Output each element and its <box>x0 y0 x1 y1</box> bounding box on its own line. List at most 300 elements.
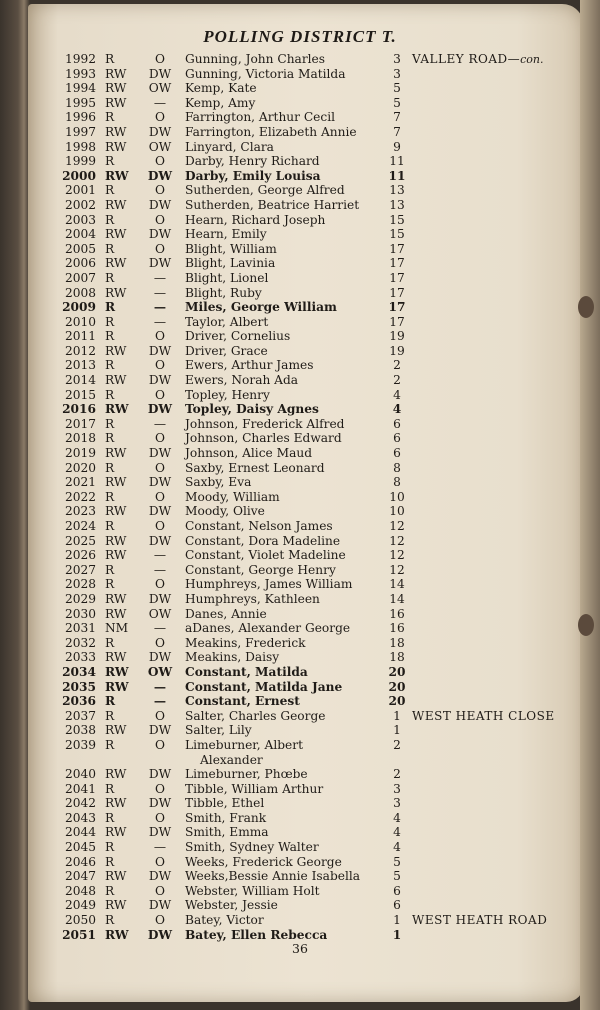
house-number: 7 <box>393 124 401 139</box>
elector-name: Limeburner, Albert <box>185 737 303 752</box>
elector-number: 2001 <box>64 183 96 198</box>
qualification-code: R <box>105 810 115 825</box>
occupation-code: — <box>153 679 167 694</box>
qualification-code: RW <box>105 664 129 679</box>
entry-row <box>0 52 600 67</box>
entry-row <box>0 154 600 169</box>
elector-name: Alexander <box>200 752 263 767</box>
entry-row <box>0 621 600 636</box>
qualification-code: RW <box>105 606 127 621</box>
house-number: 12 <box>389 562 405 577</box>
elector-number: 2028 <box>64 577 96 592</box>
elector-name: Tibble, William Arthur <box>185 781 324 796</box>
elector-number: 2031 <box>64 621 96 636</box>
occupation-code: — <box>153 314 167 329</box>
elector-name: Gunning, John Charles <box>185 52 326 66</box>
house-number: 11 <box>389 154 405 169</box>
entry-row <box>0 169 600 184</box>
elector-name: Linyard, Clara <box>185 139 274 154</box>
elector-number: 2009 <box>62 300 96 315</box>
street-name: WEST HEATH ROAD <box>412 913 548 928</box>
house-number: 4 <box>393 810 401 825</box>
occupation-code: — <box>153 270 167 285</box>
elector-number: 2047 <box>64 869 96 884</box>
occupation-code: — <box>153 285 167 300</box>
qualification-code: RW <box>105 898 127 913</box>
house-number: 13 <box>389 197 405 212</box>
street-name: WEST HEATH CLOSE <box>412 708 555 723</box>
occupation-code: O <box>155 913 165 928</box>
house-number: 12 <box>389 533 405 548</box>
entry-row <box>0 461 600 476</box>
elector-number: 2010 <box>64 314 96 329</box>
entry-row <box>0 373 600 388</box>
house-number: 17 <box>389 314 405 329</box>
entry-row <box>0 680 600 695</box>
qualification-code: R <box>105 883 115 898</box>
qualification-code: R <box>105 781 115 796</box>
entry-row <box>0 723 600 738</box>
elector-name: Hearn, Emily <box>185 227 267 242</box>
elector-name: Topley, Henry <box>185 387 270 402</box>
elector-number: 2051 <box>62 927 96 942</box>
entry-row <box>0 417 600 432</box>
qualification-code: RW <box>105 168 129 183</box>
house-number: 12 <box>389 519 405 533</box>
elector-name: Sutherden, George Alfred <box>185 183 345 198</box>
entry-row <box>0 519 600 534</box>
house-number: 5 <box>393 81 401 96</box>
occupation-code: — <box>153 548 167 563</box>
entry-row <box>0 431 600 446</box>
qualification-code: R <box>105 562 115 577</box>
elector-number: 2025 <box>64 533 96 548</box>
elector-name: Meakins, Daisy <box>185 650 280 665</box>
house-number: 12 <box>389 548 405 563</box>
elector-number: 2038 <box>64 723 96 738</box>
entry-row <box>0 446 600 461</box>
qualification-code: RW <box>105 591 127 606</box>
entry-row <box>0 475 600 490</box>
elector-name: Gunning, Victoria Matilda <box>185 66 346 81</box>
entry-continuation-row <box>0 753 600 768</box>
occupation-code: — <box>153 621 167 636</box>
elector-number: 2033 <box>64 650 96 665</box>
occupation-code: — <box>153 95 167 110</box>
elector-number: 1996 <box>64 110 96 125</box>
elector-number: 1998 <box>64 139 96 154</box>
occupation-code: DW <box>147 168 173 183</box>
elector-number: 2008 <box>64 285 96 300</box>
occupation-code: DW <box>148 504 172 519</box>
entry-row <box>0 913 600 928</box>
elector-name: Constant, Dora Madeline <box>185 533 341 548</box>
elector-name: Johnson, Alice Maud <box>185 446 313 461</box>
entry-row <box>0 665 600 680</box>
qualification-code: RW <box>105 95 127 110</box>
qualification-code: RW <box>105 767 127 782</box>
elector-name: Topley, Daisy Agnes <box>185 402 319 417</box>
occupation-code: OW <box>148 81 172 96</box>
entry-row <box>0 577 600 592</box>
elector-name: Darby, Emily Louisa <box>185 168 321 183</box>
entry-row <box>0 110 600 125</box>
occupation-code: O <box>155 519 165 533</box>
entry-row <box>0 592 600 607</box>
elector-name: Blight, Lavinia <box>185 256 276 271</box>
house-number: 11 <box>388 168 406 183</box>
elector-number: 2002 <box>64 197 96 212</box>
house-number: 14 <box>389 577 405 592</box>
house-number: 3 <box>393 66 401 81</box>
elector-name: Sutherden, Beatrice Harriet <box>185 197 360 212</box>
entry-row <box>0 534 600 549</box>
qualification-code: R <box>105 431 115 446</box>
occupation-code: DW <box>148 869 172 884</box>
entry-row <box>0 607 600 622</box>
qualification-code: RW <box>105 650 127 665</box>
page-title: POLLING DISTRICT T. <box>203 27 397 46</box>
street-heading <box>412 913 547 928</box>
occupation-code: OW <box>148 139 172 154</box>
qualification-code: R <box>105 840 115 855</box>
house-number: 1 <box>393 708 401 723</box>
qualification-code: RW <box>105 825 127 840</box>
elector-number: 2012 <box>64 343 96 358</box>
qualification-code: R <box>105 183 115 198</box>
house-number: 3 <box>393 796 401 811</box>
occupation-code: — <box>153 562 167 577</box>
occupation-code: DW <box>148 796 172 811</box>
elector-number: 2034 <box>62 664 96 679</box>
occupation-code: DW <box>148 591 172 606</box>
qualification-code: RW <box>105 285 127 300</box>
elector-name: Johnson, Frederick Alfred <box>185 416 345 431</box>
occupation-code: DW <box>148 723 172 738</box>
house-number: 19 <box>389 329 405 344</box>
entry-row <box>0 242 600 257</box>
house-number: 17 <box>388 300 406 315</box>
qualification-code: R <box>105 329 115 344</box>
elector-name: Weeks,Bessie Annie Isabella <box>185 869 361 884</box>
house-number: 8 <box>393 460 401 475</box>
elector-name: Batey, Ellen Rebecca <box>185 927 328 942</box>
qualification-code: R <box>105 212 115 227</box>
house-number: 17 <box>389 241 405 256</box>
elector-number: 2048 <box>64 883 96 898</box>
elector-number: 2020 <box>64 460 96 475</box>
entry-row <box>0 329 600 344</box>
elector-number: 1993 <box>64 66 96 81</box>
elector-name: Farrington, Arthur Cecil <box>185 110 336 125</box>
qualification-code: R <box>105 694 116 709</box>
entry-row <box>0 67 600 82</box>
entry-row <box>0 286 600 301</box>
occupation-code: — <box>153 416 167 431</box>
register-entries <box>0 52 600 942</box>
entry-row <box>0 96 600 111</box>
qualification-code: R <box>105 358 115 373</box>
house-number: 9 <box>393 139 401 154</box>
elector-name: Danes, Annie <box>185 606 267 621</box>
elector-name: Constant, George Henry <box>185 562 336 577</box>
qualification-code: RW <box>105 927 129 942</box>
elector-name: Humphreys, James William <box>185 577 353 592</box>
house-number: 6 <box>393 416 401 431</box>
house-number: 5 <box>393 854 401 869</box>
elector-name: Taylor, Albert <box>185 314 269 329</box>
qualification-code: RW <box>105 475 127 490</box>
qualification-code: RW <box>105 533 127 548</box>
elector-name: Moody, William <box>185 489 280 504</box>
entry-row <box>0 811 600 826</box>
elector-name: Driver, Cornelius <box>185 329 291 344</box>
entry-row <box>0 738 600 753</box>
qualification-code: R <box>105 416 115 431</box>
street-name: VALLEY ROAD— <box>412 52 521 66</box>
elector-name: Moody, Olive <box>185 504 265 519</box>
occupation-code: DW <box>148 650 172 665</box>
occupation-code: DW <box>148 343 172 358</box>
occupation-code: — <box>153 840 167 855</box>
qualification-code: RW <box>105 446 127 461</box>
entry-row <box>0 855 600 870</box>
elector-number: 2000 <box>62 168 96 183</box>
elector-name: Constant, Violet Madeline <box>185 548 346 563</box>
elector-number: 2003 <box>64 212 96 227</box>
qualification-code: R <box>105 737 115 752</box>
elector-number: 2005 <box>64 241 96 256</box>
occupation-code: O <box>155 737 165 752</box>
elector-name: Limeburner, Phœbe <box>185 767 308 782</box>
house-number: 10 <box>389 504 405 519</box>
elector-number: 2017 <box>64 416 96 431</box>
elector-number: 2029 <box>64 591 96 606</box>
house-number: 4 <box>393 840 401 855</box>
entry-row <box>0 300 600 315</box>
occupation-code: O <box>155 110 165 125</box>
qualification-code: RW <box>105 197 127 212</box>
occupation-code: DW <box>148 898 172 913</box>
qualification-code: R <box>105 854 115 869</box>
house-number: 4 <box>392 402 402 417</box>
elector-name: Webster, Jessie <box>185 898 278 913</box>
occupation-code: DW <box>147 927 173 942</box>
entry-row <box>0 227 600 242</box>
elector-number: 1999 <box>64 154 96 169</box>
qualification-code: RW <box>105 504 127 519</box>
entry-row <box>0 388 600 403</box>
house-number: 17 <box>389 285 405 300</box>
entry-row <box>0 840 600 855</box>
house-number: 1 <box>393 913 401 928</box>
house-number: 16 <box>389 606 405 621</box>
entry-row <box>0 563 600 578</box>
qualification-code: RW <box>105 139 127 154</box>
occupation-code: O <box>155 241 165 256</box>
house-number: 17 <box>389 256 405 271</box>
street-continued-suffix: con. <box>520 53 544 66</box>
occupation-code: DW <box>148 66 172 81</box>
elector-name: Smith, Sydney Walter <box>185 840 319 855</box>
elector-name: Miles, George William <box>185 300 337 315</box>
house-number: 10 <box>389 489 405 504</box>
occupation-code: DW <box>147 402 173 417</box>
qualification-code: R <box>105 519 115 533</box>
house-number: 5 <box>393 869 401 884</box>
elector-number: 2013 <box>64 358 96 373</box>
entry-row <box>0 709 600 724</box>
occupation-code: DW <box>148 373 172 388</box>
entry-row <box>0 198 600 213</box>
qualification-code: RW <box>105 373 127 388</box>
house-number: 5 <box>393 95 401 110</box>
occupation-code: DW <box>148 124 172 139</box>
elector-number: 2032 <box>64 635 96 650</box>
qualification-code: RW <box>105 66 127 81</box>
entry-row <box>0 140 600 155</box>
house-number: 20 <box>388 679 406 694</box>
qualification-code: RW <box>105 796 127 811</box>
elector-name: Blight, William <box>185 241 277 256</box>
elector-name: Tibble, Ethel <box>185 796 265 811</box>
elector-number: 2026 <box>64 548 96 563</box>
house-number: 7 <box>393 110 401 125</box>
entry-row <box>0 490 600 505</box>
elector-number: 2049 <box>64 898 96 913</box>
house-number: 1 <box>393 723 401 738</box>
occupation-code: DW <box>148 256 172 271</box>
qualification-code: RW <box>105 227 127 242</box>
qualification-code: RW <box>105 81 127 96</box>
entry-row <box>0 636 600 651</box>
occupation-code: O <box>155 810 165 825</box>
qualification-code: RW <box>105 402 129 417</box>
elector-name: Humphreys, Kathleen <box>185 591 320 606</box>
qualification-code: R <box>105 460 115 475</box>
occupation-code: O <box>155 329 165 344</box>
entry-row <box>0 782 600 797</box>
house-number: 18 <box>389 635 405 650</box>
entry-row <box>0 213 600 228</box>
elector-name: Saxby, Ernest Leonard <box>185 460 325 475</box>
street-heading <box>412 709 555 724</box>
elector-number: 2004 <box>64 227 96 242</box>
house-number: 8 <box>393 475 401 490</box>
elector-number: 2007 <box>64 270 96 285</box>
house-number: 15 <box>389 212 405 227</box>
qualification-code: RW <box>105 723 127 738</box>
occupation-code: O <box>155 212 165 227</box>
entry-row <box>0 344 600 359</box>
elector-name: Webster, William Holt <box>185 883 320 898</box>
occupation-code: O <box>155 183 165 198</box>
elector-number: 1992 <box>64 52 96 66</box>
elector-name: Salter, Charles George <box>185 708 326 723</box>
elector-name: Saxby, Eva <box>185 475 252 490</box>
elector-name: Ewers, Arthur James <box>185 358 314 373</box>
house-number: 2 <box>393 767 401 782</box>
elector-name: Constant, Matilda <box>185 664 308 679</box>
entry-row <box>0 81 600 96</box>
entry-row <box>0 825 600 840</box>
qualification-code: R <box>105 300 116 315</box>
elector-name: Driver, Grace <box>185 343 268 358</box>
elector-number: 2040 <box>64 767 96 782</box>
qualification-code: RW <box>105 343 127 358</box>
elector-number: 2014 <box>64 373 96 388</box>
qualification-code: R <box>105 270 115 285</box>
elector-name: Blight, Ruby <box>185 285 262 300</box>
qualification-code: R <box>105 577 115 592</box>
elector-number: 2021 <box>64 475 96 490</box>
house-number: 2 <box>393 737 401 752</box>
occupation-code: O <box>155 431 165 446</box>
entry-row <box>0 694 600 709</box>
occupation-code: O <box>155 460 165 475</box>
house-number: 3 <box>393 781 401 796</box>
elector-name: Darby, Henry Richard <box>185 154 320 169</box>
entry-row <box>0 504 600 519</box>
elector-number: 2024 <box>64 519 96 533</box>
occupation-code: OW <box>148 606 172 621</box>
entry-row <box>0 650 600 665</box>
entry-row <box>0 271 600 286</box>
qualification-code: NM <box>105 621 129 636</box>
elector-name: Salter, Lily <box>185 723 252 738</box>
occupation-code: DW <box>148 475 172 490</box>
occupation-code: DW <box>148 533 172 548</box>
occupation-code: — <box>153 694 167 709</box>
elector-name: aDanes, Alexander George <box>185 621 351 636</box>
occupation-code: DW <box>148 446 172 461</box>
entry-row <box>0 256 600 271</box>
elector-number: 2015 <box>64 387 96 402</box>
entry-row <box>0 898 600 913</box>
house-number: 20 <box>388 664 406 679</box>
qualification-code: RW <box>105 869 127 884</box>
elector-number: 1994 <box>64 81 96 96</box>
qualification-code: R <box>105 52 115 66</box>
elector-number: 2046 <box>64 854 96 869</box>
qualification-code: RW <box>105 256 127 271</box>
occupation-code: DW <box>148 227 172 242</box>
elector-name: Johnson, Charles Edward <box>185 431 342 446</box>
house-number: 6 <box>393 446 401 461</box>
elector-number: 2043 <box>64 810 96 825</box>
house-number: 19 <box>389 343 405 358</box>
qualification-code: R <box>105 154 115 169</box>
house-number: 4 <box>393 387 401 402</box>
house-number: 18 <box>389 650 405 665</box>
occupation-code: O <box>155 635 165 650</box>
occupation-code: DW <box>148 767 172 782</box>
house-number: 17 <box>389 270 405 285</box>
page-number: 36 <box>292 941 308 956</box>
qualification-code: RW <box>105 124 127 139</box>
occupation-code: O <box>155 708 165 723</box>
occupation-code: O <box>155 883 165 898</box>
elector-name: Kemp, Amy <box>185 95 256 110</box>
elector-name: Constant, Ernest <box>185 694 300 709</box>
elector-name: Farrington, Elizabeth Annie <box>185 124 357 139</box>
qualification-code: R <box>105 635 115 650</box>
elector-name: Batey, Victor <box>185 913 264 928</box>
entry-row <box>0 548 600 563</box>
entry-row <box>0 125 600 140</box>
elector-number: 2011 <box>64 329 96 344</box>
entry-row <box>0 315 600 330</box>
